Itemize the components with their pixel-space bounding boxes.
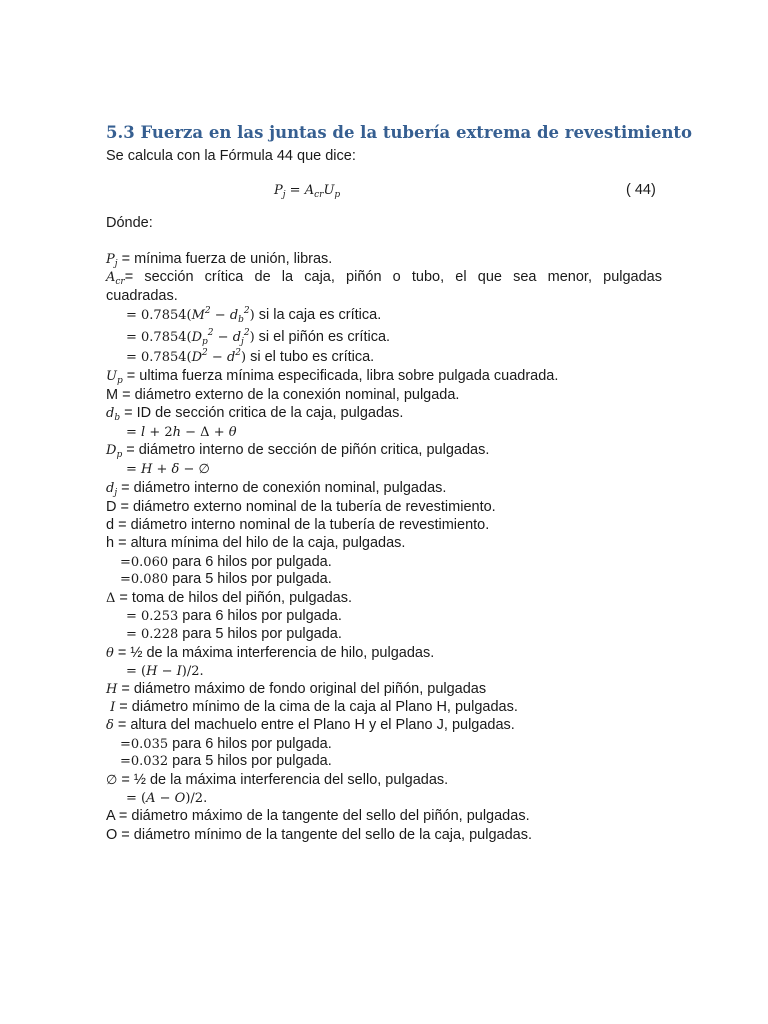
- def-D: D = diámetro externo nominal de la tubería de revestimiento.: [106, 499, 496, 515]
- def-I: I = diámetro mínimo de la cima de la caja al Plano H, pulgadas.: [106, 699, 518, 715]
- def-O: O = diámetro mínimo de la tangente del sello de la caja, pulgadas.: [106, 827, 532, 843]
- def-A: A = diámetro máximo de la tangente del sello del piñón, pulgadas.: [106, 808, 530, 824]
- def-d: d = diámetro interno nominal de la tubería de revestimiento.: [106, 517, 490, 533]
- intro-text: Se calcula con la Fórmula 44 que dice:: [106, 148, 356, 164]
- h-value-6: =0.060 para 6 hilos por pulgada.: [120, 554, 332, 570]
- formula-acr-tubo: = $0.7854(D^2 - d^2)$ si el tubo es crítica.: [126, 348, 375, 365]
- small-delta-value-5: =0.032 para 5 hilos por pulgada.: [120, 753, 332, 769]
- def-pj: $P_j$ = mínima fuerza de unión, libras.: [106, 251, 333, 269]
- def-dp: $D_p$ = diámetro interno de sección de piñón critica, pulgadas.: [106, 442, 490, 460]
- delta-value-5: = 0.228 para 5 hilos por pulgada.: [126, 626, 342, 642]
- formula-theta: = (H − I)/2.: [126, 664, 204, 679]
- def-h: h = altura mínima del hilo de la caja, pulgadas.: [106, 535, 406, 551]
- document-page: [106, 0, 693, 1024]
- formula-db: = l + 2h − Δ + θ: [126, 425, 237, 440]
- formula-44: $P_j = A_{cr}U_p$: [274, 183, 341, 200]
- def-small-delta: δ = altura del machuelo entre el Plano H y el Plano J, pulgadas.: [106, 717, 515, 733]
- formula-acr-pinon: = $0.7854(D_p^2 - d_j^2)$ si el piñón es crítica.: [126, 328, 391, 347]
- formula-phi: = (A − O)/2.: [126, 791, 208, 806]
- def-db: $d_b$ = ID de sección critica de la caja, pulgadas.: [106, 405, 404, 423]
- donde-label: Dónde:: [106, 215, 153, 231]
- h-value-5: =0.080 para 5 hilos por pulgada.: [120, 571, 332, 587]
- def-acr-cont: cuadradas.: [106, 288, 178, 304]
- def-up: $U_p$ = ultima fuerza mínima especificada, libra sobre pulgada cuadrada.: [106, 368, 559, 386]
- section-heading: 5.3 Fuerza en las juntas de la tubería extrema de revestimiento: [106, 123, 693, 142]
- def-theta: θ = ½ de la máxima interferencia de hilo, pulgadas.: [106, 645, 435, 661]
- delta-value-6: = 0.253 para 6 hilos por pulgada.: [126, 608, 342, 624]
- formula-number: ( 44): [626, 182, 656, 198]
- def-acr: $A_{cr}=$ sección crítica de la caja, piñón o tubo, el que sea menor, pulgadas: [106, 269, 662, 287]
- formula-dp: = H + δ − ∅: [126, 462, 210, 477]
- small-delta-value-6: =0.035 para 6 hilos por pulgada.: [120, 736, 332, 752]
- def-M: M = diámetro externo de la conexión nominal, pulgada.: [106, 387, 460, 403]
- def-phi: ∅ = ½ de la máxima interferencia del sello, pulgadas.: [106, 772, 449, 788]
- formula-acr-caja: = $0.7854(M^2 - d_b^2)$ si la caja es crítica.: [126, 306, 382, 325]
- def-delta: Δ = toma de hilos del piñón, pulgadas.: [106, 590, 352, 606]
- def-dj: $d_j$ = diámetro interno de conexión nominal, pulgadas.: [106, 480, 447, 498]
- def-H: H = diámetro máximo de fondo original del piñón, pulgadas: [106, 681, 487, 697]
